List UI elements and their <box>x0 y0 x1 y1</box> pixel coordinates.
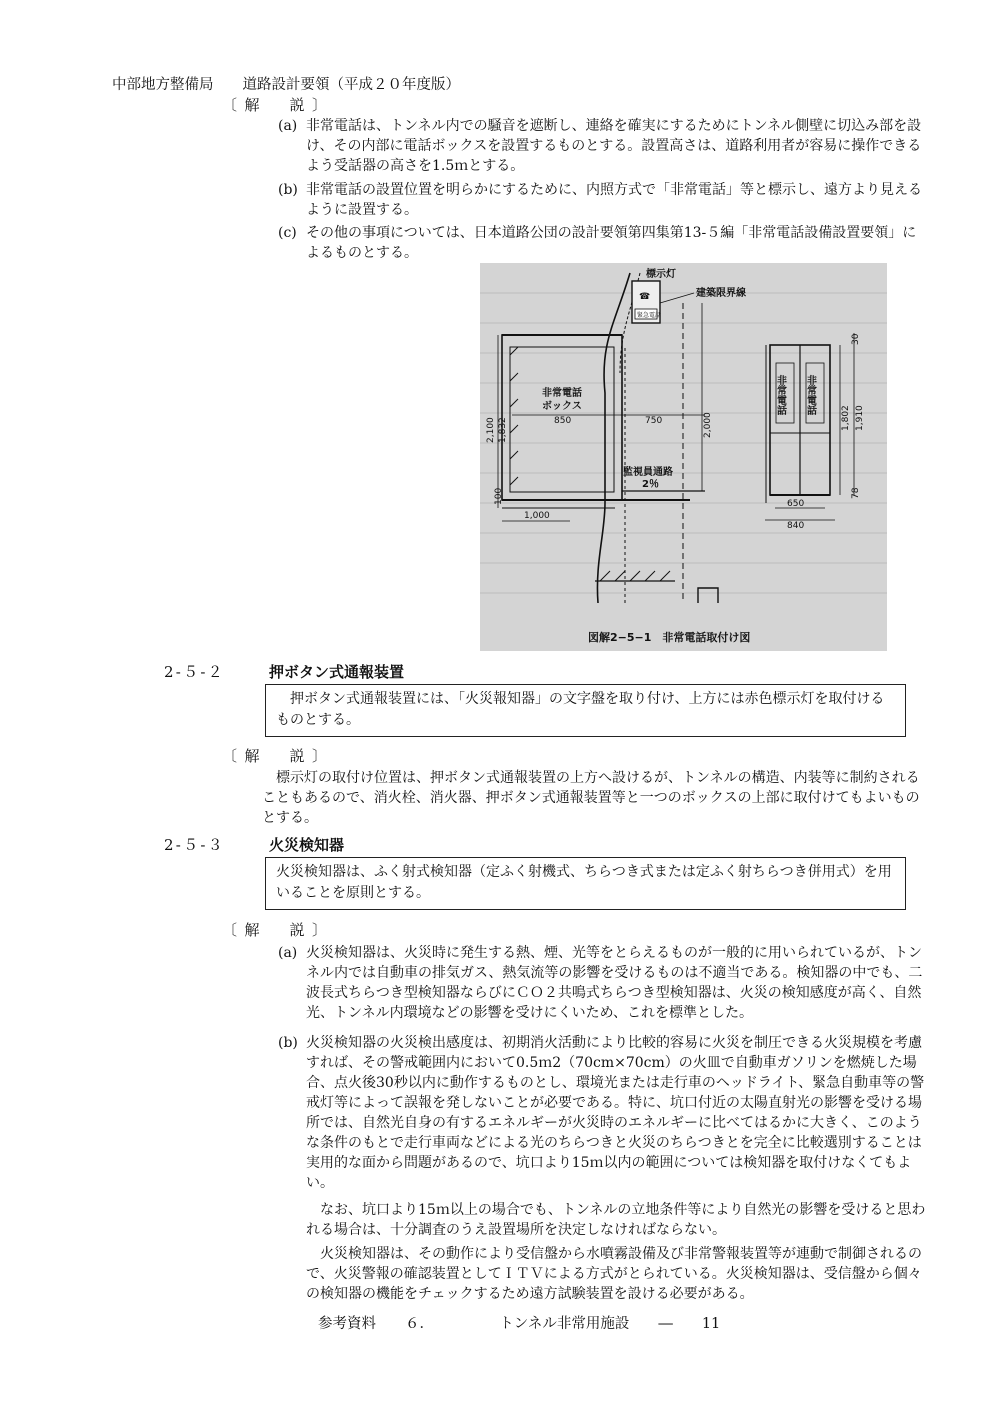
label-2100: 2,100 <box>486 417 496 443</box>
label-1910: 1,910 <box>855 405 865 431</box>
section-252-explanation: 標示灯の取付け位置は、押ボタン式通報装置の上方へ設けるが、トンネルの構造、内装等に制約されることもあるので、消火栓、消火器、押ボタン式通報装置等と一つのボックスの上部に取付けてもよいものとする。 <box>262 770 920 826</box>
label-840: 840 <box>787 521 805 531</box>
item-marker: (b) <box>278 1035 298 1051</box>
label-750: 750 <box>645 416 663 426</box>
label-650: 650 <box>787 499 805 509</box>
label-30: 30 <box>851 333 861 345</box>
figure-emergency-phone <box>480 263 887 651</box>
kaisetsu-heading: 〔解 説〕 <box>222 96 335 114</box>
label-box2: ボックス <box>542 401 582 412</box>
label-box1: 非常電話 <box>542 388 582 399</box>
item-c <box>278 223 926 263</box>
section-253-para: 火災検知器は、その動作により受信盤から水噴霧設備及び非常警報装置等が連動で制御されるので、火災警報の確認装置としてＩＴＶによる方式がとられている。火災検知器は、受信盤から個々の検知器の機能をチェックするため遠方試験装置を設ける必要がある。 <box>306 1246 922 1302</box>
item-text: 非常電話の設置位置を明らかにするために、内照方式で「非常電話」等と標示し、遠方より見えるように設置する。 <box>306 182 922 218</box>
section-title: 押ボタン式通報装置 <box>269 663 405 681</box>
section-253-note: なお、坑口より15ｍ以上の場合でも、トンネルの立地条件等により自然光の影響を受けると思われる場合は、十分調査のうえ設置場所を決定しなければならない。 <box>306 1202 926 1238</box>
item-marker: (a) <box>278 945 298 961</box>
section-heading-252 <box>164 661 404 682</box>
item-text: その他の事項については、日本道路公団の設計要領第四集第13‐５編「非常電話設備設置要領」によるものとする。 <box>306 225 917 261</box>
item-a <box>278 116 926 176</box>
page-header: 中部地方整備局 道路設計要領（平成２０年度版） <box>112 77 460 93</box>
item-text: 火災検知器の火災検出感度は、初期消火活動により比較的容易に火災を制圧できる火災規模を考慮すれば、その警戒範囲内において0.5ｍ2（70cm×70cm）の火皿で自動車ガソリンを燃焼した場合、点火後30秒以内に動作するものとし、環境光または走行車のヘッドライト、緊急自動車等の警戒灯等によって誤報を発しないことが必要である。特に、坑口付近の太陽直射光の影響を受ける場所では、自然光自身の有するエネルギーが火災時のエネルギーに比べてはるかに大きく、このような条件のもとで走行車両などによる光のちらつきと火災のちらつきとを完全に比較選別することは実用的な面から問題があるので、坑口より15ｍ以内の範囲については検知器を取付けなくてもよい。 <box>306 1035 925 1191</box>
label-clearance: 建築限界線 <box>696 288 746 299</box>
section-heading-253 <box>164 834 344 855</box>
section-number: 2‐５‐２ <box>164 663 225 681</box>
kaisetsu-heading: 〔解 説〕 <box>222 747 335 765</box>
label-100: 100 <box>494 487 504 505</box>
label-850: 850 <box>554 416 572 426</box>
section-title: 火災検知器 <box>269 836 345 854</box>
sign-text: 緊急電話 <box>637 312 662 319</box>
section-253-box: 火災検知器は、ふく射式検知器（定ふく射機式、ちらつき式または定ふく射ちらつき併用式）を用いることを原則とする。 <box>265 857 906 910</box>
item-text: 火災検知器は、火災時に発生する熱、煙、光等をとらえるものが一般的に用いられているが、トンネル内では自動車の排気ガス、熱気流等の影響を受けるものは不適当である。検知器の中でも、二波長式ちらつき型検知器ならびにＣＯ２共鳴式ちらつき型検知器は、火災の検知感度が高く、自然光、トンネル内環境などの影響を受けにくいため、これを標準とした。 <box>306 945 923 1021</box>
label-1832: 1,832 <box>498 417 508 443</box>
label-door-right: 非常電話 <box>804 375 816 415</box>
figure-drawing <box>480 263 887 651</box>
door-labels <box>775 374 817 416</box>
kaisetsu-heading: 〔解 説〕 <box>222 921 335 939</box>
figure-caption: 図解2−5−1 非常電話取付け図 <box>588 631 751 644</box>
item-marker: (c) <box>278 225 297 241</box>
item-a <box>278 943 926 1023</box>
label-1000: 1,000 <box>524 511 550 521</box>
page-footer: 参考資料 ６． トンネル非常用施設 ― 11 <box>318 1316 721 1332</box>
item-b <box>278 1033 926 1193</box>
label-78: 78 <box>851 487 861 499</box>
item-marker: (a) <box>278 118 298 134</box>
section-252-box: 押ボタン式通報装置には、「火災報知器」の文字盤を取り付け、上方には赤色標示灯を取付けるものとする。 <box>265 684 906 737</box>
label-walkway: 監視員通路 <box>623 467 673 478</box>
label-lamp: 標示灯 <box>646 269 676 280</box>
item-marker: (b) <box>278 182 298 198</box>
label-1802: 1,802 <box>841 405 851 431</box>
label-slope: 2％ <box>642 479 659 490</box>
item-b <box>278 180 926 220</box>
label-door-left: 非常電話 <box>774 375 786 415</box>
label-2000: 2,000 <box>703 412 713 438</box>
phone-icon: ☎ <box>639 292 651 302</box>
section-number: 2‐５‐３ <box>164 836 225 854</box>
right-dims <box>840 333 865 499</box>
item-text: 非常電話は、トンネル内での騒音を遮断し、連絡を確実にするためにトンネル側壁に切込み部を設け、その内部に電話ボックスを設置するものとする。設置高さは、道路利用者が容易に操作できるよう受話器の高さを1.5ｍとする。 <box>306 118 922 174</box>
